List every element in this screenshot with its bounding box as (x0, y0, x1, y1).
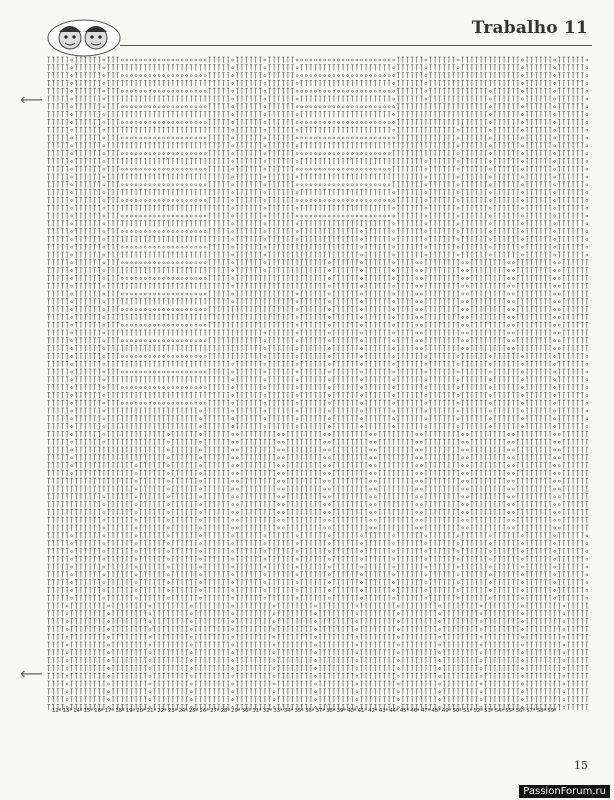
arrow-left-icon: ⟵ (20, 664, 43, 683)
logo-faces-icon (46, 16, 122, 58)
watermark: PassionForum.ru (519, 785, 610, 798)
row-number-labels: 12ª 13ª 14ª 15ª 16ª 17ª 18ª 19ª 20ª 21ª 22ª 23ª 24ª 25ª 26ª 27ª 28ª 29ª 30ª 31ª 32ª 33ª 34ª 35ª 36ª 37ª 38ª 39ª 40ª 41ª 42ª 43ª 44ª 45ª 46ª 47ª 48ª 49ª 50ª 51ª 52ª 53ª 54ª 55ª 56ª 57ª 58ª 59ª (52, 708, 557, 714)
stitch-symbols (48, 57, 589, 710)
page-number: 15 (574, 759, 588, 772)
page-title: Trabalho 11 (471, 18, 588, 38)
arrow-left-icon: ⟵ (20, 90, 43, 109)
crochet-chart (46, 56, 592, 712)
header-divider (120, 45, 592, 46)
